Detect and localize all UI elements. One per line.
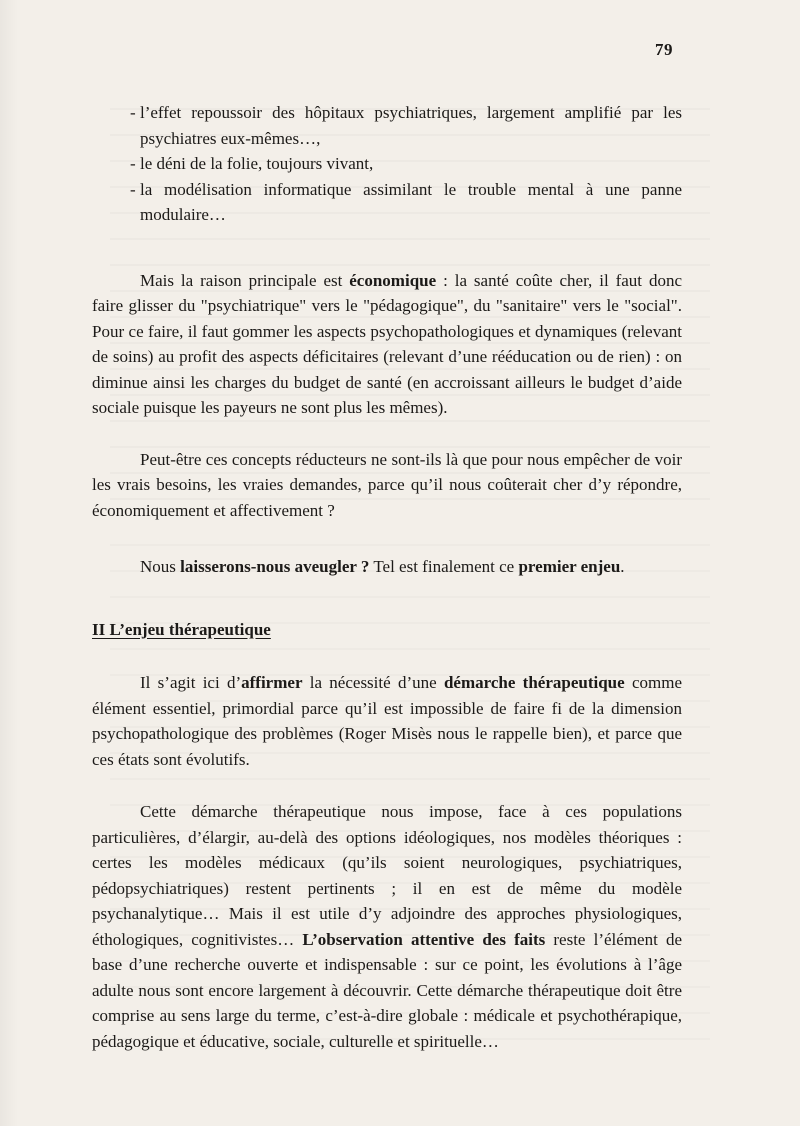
list-item	[130, 177, 682, 228]
bullet-text: la modélisation informatique assimilant le trouble mental à une panne modulaire…	[140, 179, 682, 224]
paragraph-affirm-therapeutic	[92, 670, 682, 772]
paragraph-text: : la santé coûte cher, il faut donc faire glisser du "psychiatrique" vers le "pédagogique", du "sanitaire" vers le "social". Pour ce faire, il faut gommer les aspects psychopathologiques et dynamiques (relevant de soins) au profit des aspects déficitaires (relevant d’une rééducation ou de rien) : on diminue ainsi les charges du budget de santé (en accroissant ailleurs le budget d’aide sociale puisque les payeurs ne sont plus les mêmes).	[92, 270, 682, 417]
emphasis-text: premier enjeu	[518, 557, 621, 576]
emphasis-text: démarche thérapeutique	[443, 673, 625, 692]
paragraph-text: Tel est finalement ce	[369, 557, 519, 576]
bullet-dash: -	[130, 103, 136, 122]
page-body	[92, 100, 682, 1054]
paragraph-economic-reason	[92, 268, 682, 421]
emphasis-text: affirmer	[241, 673, 303, 692]
section-heading: II L’enjeu thérapeutique	[92, 619, 271, 639]
paragraph-text: la nécessité d’une	[302, 673, 444, 692]
bullet-text: le déni de la folie, toujours vivant,	[140, 154, 374, 173]
bullet-dash: -	[130, 179, 136, 199]
paragraph-text: Il s’agit ici d’	[140, 673, 242, 692]
list-item	[130, 100, 682, 151]
emphasis-text: laisserons-nous aveugler ?	[180, 557, 370, 576]
paragraph-reductive-concepts: Peut-être ces concepts réducteurs ne sont-ils là que pour nous empêcher de voir les vrais besoins, les vraies demandes, parce qu’il nous coûterait cher d’y répondre, économiquement et affectivement ?	[92, 449, 682, 520]
list-item	[130, 151, 682, 177]
paragraph-text: reste l’élément de base d’une recherche ouverte et indispensable : sur ce point, les évolutions à l’âge adulte nous sont encore largement à découvrir. Cette démarche thérapeutique doit être comprise au sens large du terme, c’est-à-dire globale : médicale et psychothérapique, pédagogique et éducative, sociale, culturelle et spirituelle…	[92, 929, 682, 1051]
paragraph-text: Mais la raison principale est	[140, 270, 350, 290]
bullet-dash: -	[130, 154, 136, 173]
emphasis-text: L’observation attentive des faits	[302, 929, 546, 949]
paragraph-text: comme élément essentiel, primordial parce qu’il est impossible de faire fi de la dimension psychopathologique des problèmes (Roger Misès nous le rappelle bien), et parce que ces états sont évolutifs.	[92, 673, 682, 769]
paragraph-therapeutic-approach	[92, 799, 682, 1054]
emphasis-text: économique	[349, 270, 437, 290]
paragraph-text: Nous	[140, 557, 181, 576]
paragraph-first-stake	[92, 554, 682, 580]
page-number: 79	[655, 40, 673, 59]
bullet-list	[130, 100, 682, 228]
bullet-text: l’effet repoussoir des hôpitaux psychiatriques, largement amplifié par les psychiatres eux-mêmes…,	[140, 103, 682, 148]
paragraph-text: Cette démarche thérapeutique nous impose, face à ces populations particulières, d’élargir, au-delà des options idéologiques, nos modèles théoriques : certes les modèles médicaux (qu’ils soient neurologiques, psychiatriques, pédopsychiatriques) restent pertinents ; il en est de même du modèle psychanalytique… Mais il est utile d’y adjoindre des approches physiologiques, éthologiques, cognitivistes…	[92, 802, 682, 949]
paragraph-text: .	[620, 557, 625, 576]
